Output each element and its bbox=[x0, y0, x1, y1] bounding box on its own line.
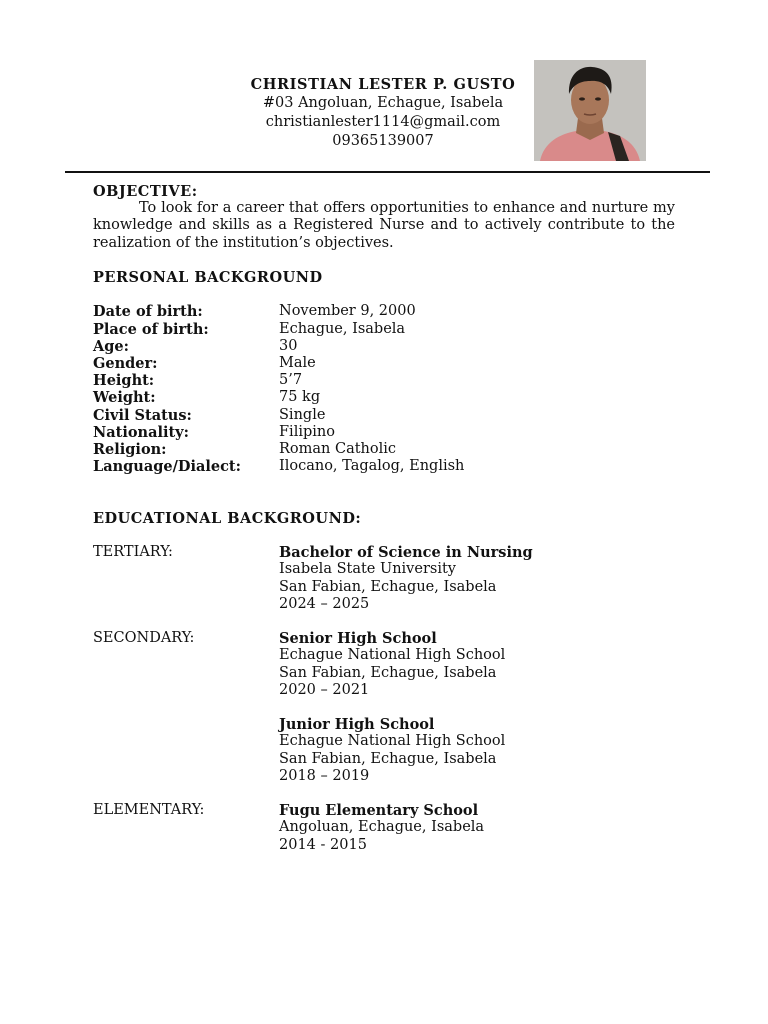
field-value: Filipino bbox=[279, 423, 335, 440]
school-years: 2024 – 2025 bbox=[279, 595, 370, 612]
field-value: 30 bbox=[279, 337, 298, 354]
school-years: 2018 – 2019 bbox=[279, 767, 370, 784]
personal-row bbox=[93, 338, 675, 355]
personal-row bbox=[93, 441, 675, 458]
field-value: 75 kg bbox=[279, 389, 321, 406]
resume-body bbox=[93, 183, 675, 854]
education-entry-senior-high bbox=[93, 630, 675, 699]
degree-name: Senior High School bbox=[279, 630, 437, 648]
objective-text: To look for a career that offers opportunities to enhance and nurture my knowledge and skills as a Registered Nurse and to actively contribute to the realization of the institution’s objectives. bbox=[93, 200, 675, 251]
field-value: Male bbox=[279, 355, 316, 371]
personal-background-heading: PERSONAL BACKGROUND bbox=[93, 269, 323, 286]
field-label: Date of birth: bbox=[93, 303, 203, 321]
school-name: Echague National High School bbox=[279, 647, 506, 664]
field-label: Age: bbox=[93, 337, 129, 355]
degree-name: Bachelor of Science in Nursing bbox=[279, 544, 533, 562]
educational-background-heading: EDUCATIONAL BACKGROUND: bbox=[93, 509, 362, 527]
personal-row bbox=[93, 389, 675, 406]
personal-row bbox=[93, 372, 675, 389]
personal-row bbox=[93, 407, 675, 424]
personal-row bbox=[93, 321, 675, 338]
school-location: San Fabian, Echague, Isabela bbox=[279, 750, 497, 767]
field-value: Echague, Isabela bbox=[279, 320, 406, 337]
header-divider bbox=[65, 171, 710, 173]
school-years: 2014 - 2015 bbox=[279, 836, 367, 853]
field-label: Civil Status: bbox=[93, 406, 192, 424]
education-entry-junior-high bbox=[93, 716, 675, 785]
objective-heading: OBJECTIVE: bbox=[93, 183, 198, 200]
profile-photo-image bbox=[534, 60, 646, 161]
school-years: 2020 – 2021 bbox=[279, 681, 370, 698]
field-value: 5’7 bbox=[279, 372, 303, 389]
profile-photo bbox=[534, 60, 646, 161]
field-value: November 9, 2000 bbox=[279, 303, 416, 320]
field-label: Language/Dialect: bbox=[93, 458, 241, 476]
field-label: Place of birth: bbox=[93, 320, 209, 338]
field-label: Height: bbox=[93, 372, 155, 390]
education-level: TERTIARY: bbox=[93, 544, 173, 561]
school-name: Echague National High School bbox=[279, 733, 506, 750]
field-value: Ilocano, Tagalog, English bbox=[279, 458, 465, 475]
field-value: Single bbox=[279, 406, 326, 423]
phone-number: 09365139007 bbox=[332, 133, 434, 149]
field-label: Gender: bbox=[93, 355, 158, 372]
education-entry-elementary bbox=[93, 802, 675, 854]
personal-row bbox=[93, 458, 675, 475]
school-name: Isabela State University bbox=[279, 561, 456, 578]
school-location: San Fabian, Echague, Isabela bbox=[279, 578, 497, 595]
school-name: Fugu Elementary School bbox=[279, 802, 479, 820]
education-level: ELEMENTARY: bbox=[93, 802, 205, 819]
personal-row bbox=[93, 424, 675, 441]
education-level: SECONDARY: bbox=[93, 630, 195, 647]
address: #03 Angoluan, Echague, Isabela bbox=[262, 95, 504, 111]
email: christianlester1114@gmail.com bbox=[265, 114, 501, 130]
education-entry-tertiary bbox=[93, 544, 675, 613]
contact-header bbox=[200, 75, 566, 151]
field-label: Weight: bbox=[93, 389, 156, 407]
school-location: Angoluan, Echague, Isabela bbox=[279, 819, 485, 836]
personal-row bbox=[93, 355, 675, 372]
field-label: Nationality: bbox=[93, 423, 189, 441]
applicant-name: CHRISTIAN LESTER P. GUSTO bbox=[250, 76, 516, 93]
degree-name: Junior High School bbox=[279, 716, 435, 734]
personal-row bbox=[93, 303, 675, 320]
school-location: San Fabian, Echague, Isabela bbox=[279, 664, 497, 681]
field-label: Religion: bbox=[93, 441, 167, 459]
field-value: Roman Catholic bbox=[279, 441, 397, 458]
personal-details-list bbox=[93, 303, 675, 475]
